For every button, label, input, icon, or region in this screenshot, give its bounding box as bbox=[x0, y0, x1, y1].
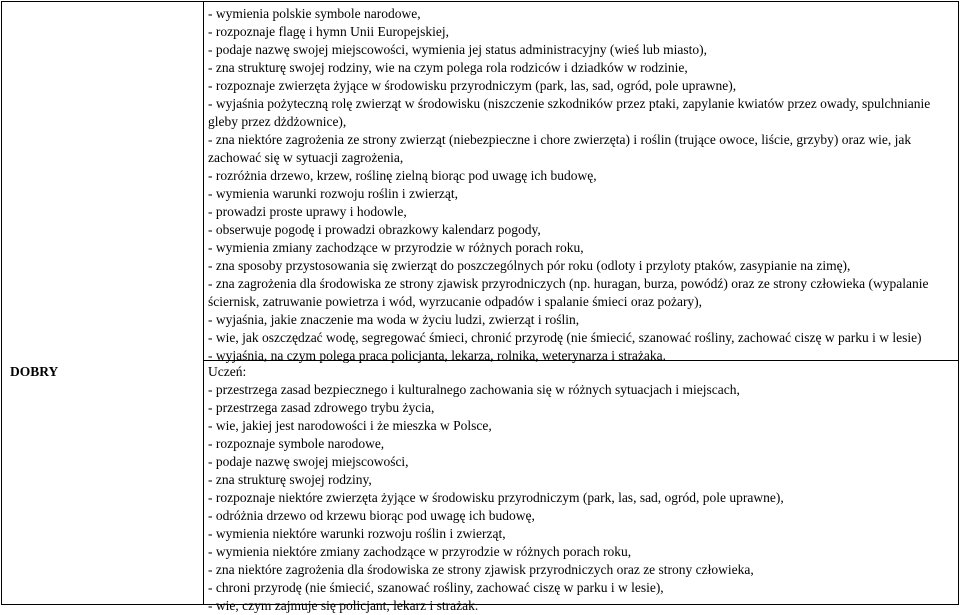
requirement-item: - wymienia zmiany zachodzące w przyrodzie w różnych porach roku, bbox=[208, 240, 584, 255]
requirement-item: - zna niektóre zagrożenia ze strony zwierząt (niebezpieczne i chore zwierzęta) i roślin (trujące owoce, liście, grzyby) oraz wie, jak zachować się w sytuacji zagrożenia, bbox=[208, 132, 912, 165]
requirement-item: - wyjaśnia pożyteczną rolę zwierząt w środowisku (niszczenie szkodników przez ptaki, zapylanie kwiatów przez owady, spulchnianie gleby przez dżdżownice), bbox=[208, 96, 931, 129]
requirement-item: - rozróżnia drzewo, krzew, roślinę zielną biorąc pod uwagę ich budowę, bbox=[208, 168, 597, 183]
requirement-item: - podaje nazwę swojej miejscowości, bbox=[208, 454, 409, 469]
requirement-item: - wymienia niektóre warunki rozwoju roślin i zwierząt, bbox=[208, 526, 506, 541]
requirement-item: - zna sposoby przystosowania się zwierząt do poszczególnych pór roku (odloty i przyloty ptaków, zasypianie na zimę), bbox=[208, 258, 851, 273]
requirements-list bbox=[208, 381, 952, 615]
requirement-item: - rozpoznaje niektóre zwierzęta żyjące w środowisku przyrodniczym (park, las, sad, ogród, pole uprawne), bbox=[208, 490, 784, 505]
requirement-item: - rozpoznaje symbole narodowe, bbox=[208, 436, 385, 451]
requirement-item: - wie, czym zajmuje się policjant, lekarz i strażak. bbox=[208, 598, 479, 613]
grade-column bbox=[2, 2, 203, 604]
requirement-item: - odróżnia drzewo od krzewu biorąc pod uwagę ich budowę, bbox=[208, 508, 535, 523]
requirement-item: - przestrzega zasad zdrowego trybu życia, bbox=[208, 400, 435, 415]
requirement-item: - chroni przyrodę (nie śmiecić, szanować rośliny, zachować ciszę w parku i w lesie), bbox=[208, 580, 664, 595]
requirement-item: - zna niektóre zagrożenia dla środowiska ze strony zjawisk przyrodniczych oraz ze strony człowieka, bbox=[208, 562, 754, 577]
requirement-item: - wymienia warunki rozwoju roślin i zwierząt, bbox=[208, 186, 459, 201]
requirement-item: - podaje nazwę swojej miejscowości, wymienia jej status administracyjny (wieś lub miasto), bbox=[208, 42, 708, 57]
requirement-item: - wie, jak oszczędzać wodę, segregować śmieci, chronić przyrodę (nie śmiecić, szanować rośliny, zachować ciszę w parku i w lesie) bbox=[208, 330, 922, 345]
row-divider bbox=[204, 360, 958, 361]
grade-requirements bbox=[204, 363, 958, 615]
requirement-item: - zna zagrożenia dla środowiska ze strony zjawisk przyrodniczych (np. huragan, burza, powódź) oraz ze strony człowieka (wypalanie ściernisk, zatruwanie powietrza i wód, wyrzucanie odpadów i spalanie śmieci oraz pożary), bbox=[208, 276, 929, 309]
previous-grade-requirements bbox=[204, 5, 958, 365]
criteria-table bbox=[1, 1, 959, 613]
requirement-item: - prowadzi proste uprawy i hodowle, bbox=[208, 204, 407, 219]
requirement-item: - rozpoznaje flagę i hymn Unii Europejskiej, bbox=[208, 24, 450, 39]
requirement-item: - wyjaśnia, na czym polega praca policjanta, lekarza, rolnika, weterynarza i strażaka. bbox=[208, 348, 667, 363]
grade-label: DOBRY bbox=[10, 364, 59, 379]
requirement-item: - wymienia niektóre zmiany zachodzące w przyrodzie w różnych porach roku, bbox=[208, 544, 632, 559]
requirement-item: - wyjaśnia, jakie znaczenie ma woda w życiu ludzi, zwierząt i roślin, bbox=[208, 312, 580, 327]
requirement-item: - zna strukturę swojej rodziny, bbox=[208, 472, 372, 487]
requirements-column bbox=[203, 2, 958, 613]
requirement-item: - obserwuje pogodę i prowadzi obrazkowy kalendarz pogody, bbox=[208, 222, 541, 237]
requirement-item: - wie, jakiej jest narodowości i że mieszka w Polsce, bbox=[208, 418, 492, 433]
requirement-item: - zna strukturę swojej rodziny, wie na czym polega rola rodziców i dziadków w rodzinie, bbox=[208, 60, 688, 75]
requirement-item: - przestrzega zasad bezpiecznego i kulturalnego zachowania się w różnych sytuacjach i miejscach, bbox=[208, 382, 740, 397]
requirement-item: - rozpoznaje zwierzęta żyjące w środowisku przyrodniczym (park, las, sad, ogród, pole uprawne), bbox=[208, 78, 737, 93]
requirements-heading: Uczeń: bbox=[208, 364, 247, 379]
requirement-item: - wymienia polskie symbole narodowe, bbox=[208, 6, 421, 21]
